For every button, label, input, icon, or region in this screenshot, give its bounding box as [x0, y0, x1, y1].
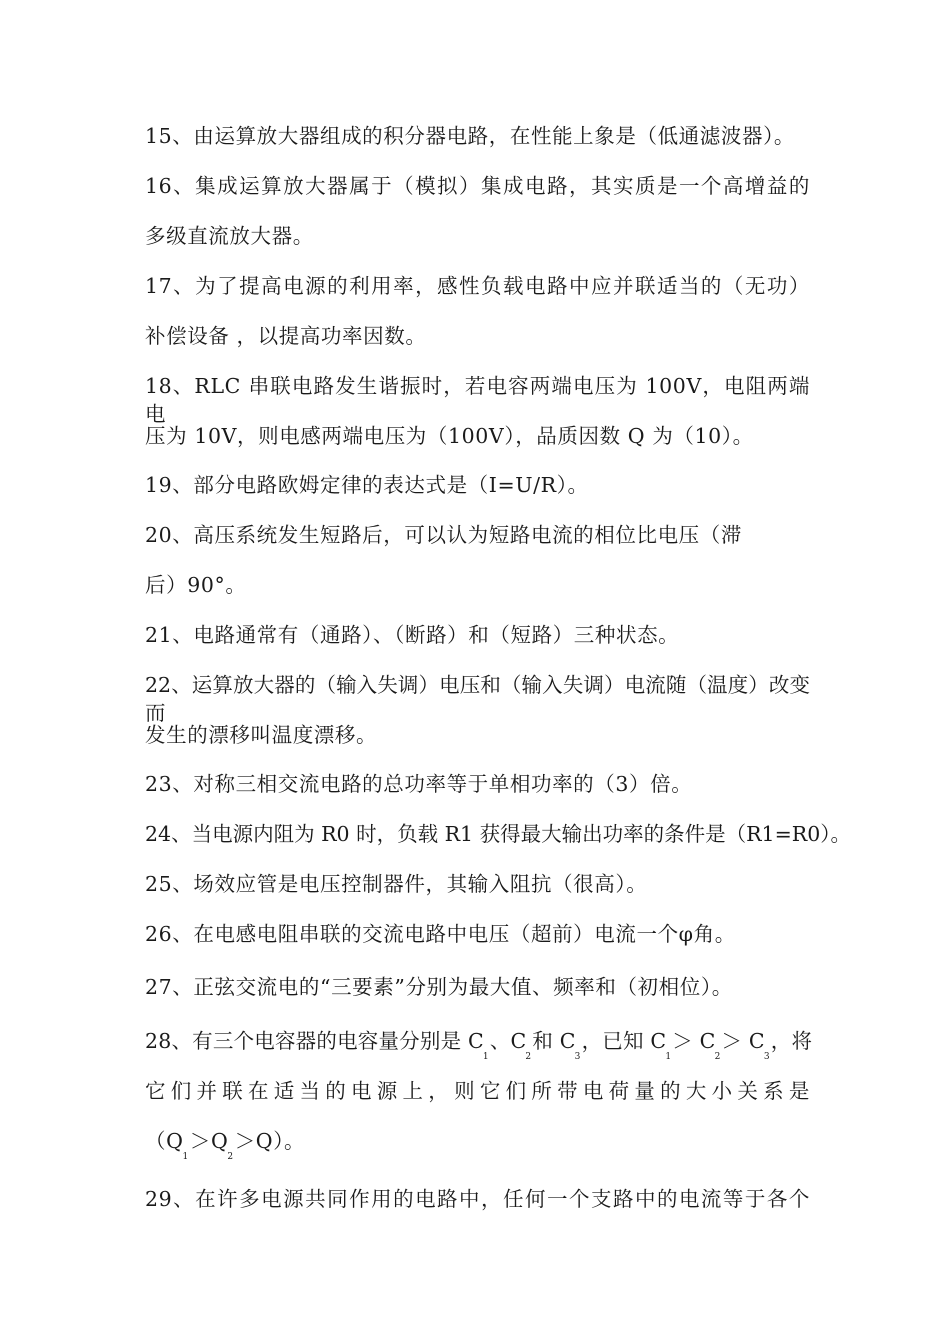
item-28-text: ＞ C: [672, 1029, 716, 1053]
item-27: 27、正弦交流电的“三要素”分别为最大值、频率和（初相位）。: [145, 975, 733, 999]
subscript: 2: [227, 1152, 234, 1162]
item-19: 19、部分电路欧姆定律的表达式是（I=U/R）。: [145, 473, 589, 497]
item-28-text: 28、有三个电容器的电容量分别是 C: [145, 1029, 484, 1053]
item-16-line-1: 16、集成运算放大器属于（模拟）集成电路，其实质是一个高增益的: [145, 174, 810, 198]
subscript: 2: [714, 1052, 721, 1062]
subscript: 3: [763, 1052, 770, 1062]
item-17-line-1: 17、为了提高电源的利用率，感性负载电路中应并联适当的（无功）: [145, 274, 810, 298]
item-22-line-1: 22、运算放大器的（输入失调）电压和（输入失调）电流随（温度）改变而: [145, 673, 810, 725]
item-15: 15、由运算放大器组成的积分器电路，在性能上象是（低通滤波器）。: [145, 124, 796, 148]
item-28-text: 、C: [489, 1029, 527, 1053]
item-22-line-2: 发生的漂移叫温度漂移。: [145, 723, 378, 747]
item-29-line-1: 29、在许多电源共同作用的电路中，任何一个支路中的电流等于各个: [145, 1187, 810, 1211]
item-20-line-1: 20、高压系统发生短路后，可以认为短路电流的相位比电压（滞: [145, 523, 742, 547]
item-21: 21、电路通常有（通路）、（断路）和（短路）三种状态。: [145, 623, 680, 647]
item-28-text: ，将: [770, 1029, 813, 1053]
item-20-line-2: 后）90°。: [145, 573, 247, 597]
item-24: 24、当电源内阻为 R0 时，负载 R1 获得最大输出功率的条件是（R1=R0）。: [145, 822, 851, 846]
item-18-line-1: 18、RLC 串联电路发生谐振时，若电容两端电压为 100V，电阻两端电: [145, 374, 810, 426]
item-28-text: ＞Q: [189, 1129, 229, 1153]
item-28-line-3: [145, 1127, 810, 1162]
item-26: 26、在电感电阻串联的交流电路中电压（超前）电流一个φ角。: [145, 922, 736, 946]
item-25: 25、场效应管是电压控制器件，其输入阻抗（很高）。: [145, 872, 648, 896]
item-28-text: （Q: [145, 1129, 184, 1153]
item-18-line-2: 压为 10V，则电感两端电压为（100V），品质因数 Q 为（10）。: [145, 424, 754, 448]
item-28-text: ，已知 C: [581, 1029, 667, 1053]
item-23: 23、对称三相交流电路的总功率等于单相功率的（3）倍。: [145, 772, 693, 796]
item-28-text: 和 C: [532, 1029, 576, 1053]
subscript: 1: [665, 1052, 672, 1062]
item-28-text: ＞ C: [721, 1029, 765, 1053]
item-16-line-2: 多级直流放大器。: [145, 224, 314, 248]
subscript: 3: [574, 1052, 581, 1062]
subscript: 1: [182, 1152, 189, 1162]
item-17-line-2: 补偿设备 ，以提高功率因数。: [145, 324, 427, 348]
item-28-line-1: [145, 1027, 813, 1062]
subscript: 2: [525, 1052, 532, 1062]
item-28-line-2: 它们并联在适当的电源上，则它们所带电荷量的大小关系是: [145, 1079, 810, 1103]
subscript: 1: [482, 1052, 489, 1062]
item-28-text: ＞Q）。: [234, 1129, 306, 1153]
